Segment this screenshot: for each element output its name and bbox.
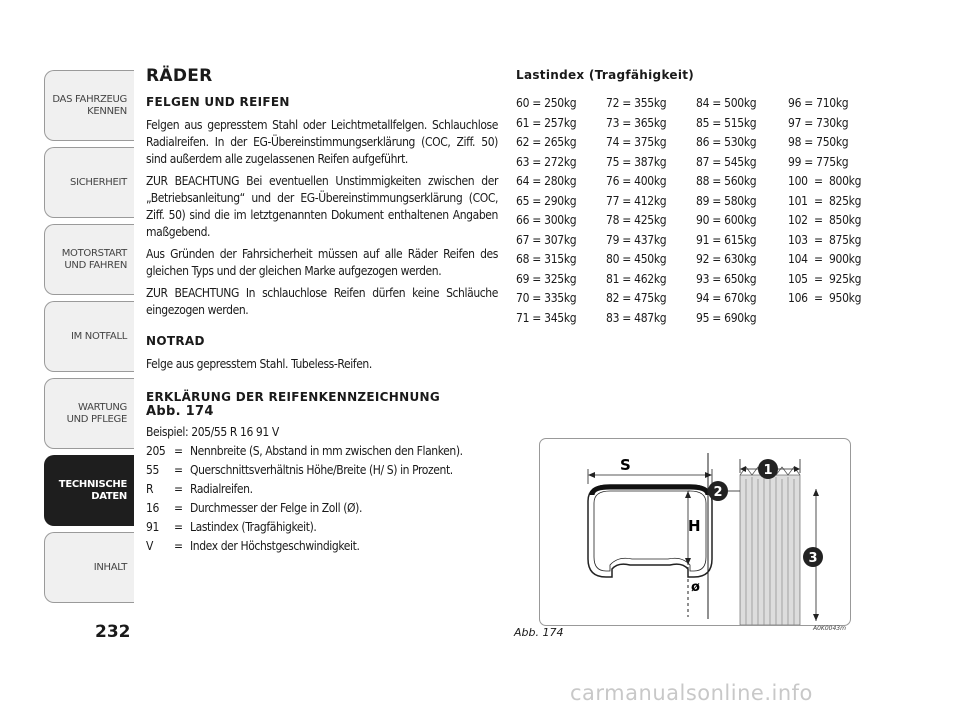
label-s: S <box>620 456 631 474</box>
section1-paragraphs <box>146 117 498 319</box>
load-index-entry: 99 = 775kg <box>788 154 849 169</box>
load-index-entry: 89 = 580kg <box>696 193 757 208</box>
definition-row <box>146 480 498 499</box>
callout-3: 3 <box>808 551 818 566</box>
load-index-entry: 104 = 900kg <box>788 252 862 266</box>
load-index-entry: 75 = 387kg <box>606 154 667 169</box>
load-index-entry: 61 = 257kg <box>516 115 577 130</box>
load-index-entry: 106 = 950kg <box>788 291 862 305</box>
equals-sign: = <box>174 444 183 458</box>
load-index-entry: 71 = 345kg <box>516 310 577 325</box>
watermark: carmanualsonline.info <box>570 681 813 705</box>
load-index-entry: 93 = 650kg <box>696 271 757 286</box>
paragraph: Aus Gründen der Fahrsicherheit müssen auf alle Räder Reifen des gleichen Typs und der gleichen Marke aufgezogen werden. <box>146 247 498 278</box>
load-index-entry: 97 = 730kg <box>788 115 849 130</box>
load-index-entry: 69 = 325kg <box>516 271 577 286</box>
equals-sign: = <box>174 482 183 496</box>
load-index-table <box>516 94 896 328</box>
definition-key: 205 <box>146 444 166 458</box>
load-index-entry: 79 = 437kg <box>606 232 667 247</box>
paragraph: ZUR BEACHTUNG Bei eventuellen Unstimmigkeiten zwischen der „Betriebsanleitung“ und der EG-Übereinstimmungserklärung (COC, Ziff. 50) sind die im letztgenannten Dokument enthaltenen Angaben maßgebend. <box>146 174 498 239</box>
load-index-column-3 <box>696 94 788 328</box>
load-index-entry: 90 = 600kg <box>696 213 757 227</box>
load-index-entry: 60 = 250kg <box>516 96 577 110</box>
load-index-entry: 82 = 475kg <box>606 291 667 305</box>
load-index-column-2 <box>606 94 696 328</box>
load-index-entry: 74 = 375kg <box>606 135 667 149</box>
tire-diagram <box>539 438 851 626</box>
section-heading-felgen: FELGEN UND REIFEN <box>146 95 290 109</box>
definition-row <box>146 442 498 461</box>
sidebar-tab-label: MOTORSTART UND FAHREN <box>61 247 127 271</box>
definition-desc: Lastindex (Tragfähigkeit). <box>190 520 317 534</box>
load-index-entry: 96 = 710kg <box>788 96 849 110</box>
load-index-entry: 65 = 290kg <box>516 193 577 208</box>
sidebar-tab-label: TECHNISCHE DATEN <box>58 478 127 502</box>
page-number: 232 <box>95 622 131 642</box>
sidebar-tab[interactable] <box>44 70 134 141</box>
load-index-entry: 72 = 355kg <box>606 96 667 110</box>
tire-diagram-svg <box>540 439 850 625</box>
load-index-column-1 <box>516 94 606 328</box>
main-column <box>146 68 498 556</box>
load-index-entry: 83 = 487kg <box>606 310 667 325</box>
definition-key: V <box>146 539 153 553</box>
load-index-entry: 63 = 272kg <box>516 154 577 169</box>
load-index-entry: 78 = 425kg <box>606 213 667 227</box>
load-index-entry: 105 = 925kg <box>788 271 862 286</box>
section-heading-notrad: NOTRAD <box>146 334 205 348</box>
sidebar-tab-label: IM NOTFALL <box>70 330 127 342</box>
equals-sign: = <box>174 501 183 515</box>
load-index-entry: 85 = 515kg <box>696 115 757 130</box>
heading-line1: ERKLÄRUNG DER REIFENKENNZEICHNUNG <box>146 390 441 404</box>
section-heading-erklaerung <box>146 390 498 419</box>
load-index-entry: 66 = 300kg <box>516 213 577 227</box>
definition-row <box>146 461 498 480</box>
load-index-entry: 86 = 530kg <box>696 135 757 149</box>
equals-sign: = <box>174 520 183 534</box>
load-index-entry: 94 = 670kg <box>696 291 757 305</box>
paragraph: Felgen aus gepresstem Stahl oder Leichtmetallfelgen. Schlauchlose Radialreifen. In der EG-Übereinstimmungserklärung (COC, Ziff. 50) sind außerdem alle zugelassenen Reifen aufgeführt. <box>146 118 498 166</box>
load-index-entry: 101 = 825kg <box>788 193 862 208</box>
sidebar-tab[interactable] <box>44 301 134 372</box>
page-title: RÄDER <box>146 66 213 86</box>
definition-desc: Index der Höchstgeschwindigkeit. <box>190 539 360 553</box>
load-index-entry: 77 = 412kg <box>606 193 667 208</box>
paragraph: ZUR BEACHTUNG In schlauchlose Reifen dürfen keine Schläuche eingezogen werden. <box>146 286 498 317</box>
definition-desc: Querschnittsverhältnis Höhe/Breite (H/ S) in Prozent. <box>190 463 453 477</box>
definition-row <box>146 499 498 518</box>
load-index-entry: 84 = 500kg <box>696 96 757 110</box>
load-index-entry: 64 = 280kg <box>516 174 577 188</box>
definition-key: 16 <box>146 501 159 515</box>
heading-line2: Abb. 174 <box>146 404 214 419</box>
load-index-entry: 68 = 315kg <box>516 252 577 266</box>
load-index-entry: 87 = 545kg <box>696 154 757 169</box>
sidebar-tab-label: INHALT <box>93 561 127 573</box>
load-index-entry: 91 = 615kg <box>696 232 757 247</box>
definition-key: 55 <box>146 463 159 477</box>
equals-sign: = <box>174 539 183 553</box>
load-index-entry: 102 = 850kg <box>788 213 862 227</box>
definition-key: 91 <box>146 520 159 534</box>
load-index-entry: 70 = 335kg <box>516 291 577 305</box>
sidebar-tab[interactable] <box>44 147 134 218</box>
label-h: H <box>688 517 701 535</box>
callout-1: 1 <box>763 463 773 478</box>
load-index-column-4 <box>788 94 888 328</box>
label-diameter: ø <box>691 580 700 595</box>
definition-row <box>146 518 498 537</box>
load-index-entry: 76 = 400kg <box>606 174 667 188</box>
example-text: Beispiel: 205/55 R 16 91 V <box>146 425 279 439</box>
definition-row <box>146 537 498 556</box>
equals-sign: = <box>174 463 183 477</box>
sidebar-tabs <box>44 70 134 609</box>
load-index-entry: 95 = 690kg <box>696 310 757 325</box>
definition-list <box>146 442 498 556</box>
sidebar-tab-label: DAS FAHRZEUG KENNEN <box>52 93 127 117</box>
definition-desc: Nennbreite (S, Abstand in mm zwischen den Flanken). <box>190 444 463 458</box>
load-index-column <box>516 68 896 328</box>
load-index-entry: 103 = 875kg <box>788 232 862 247</box>
definition-desc: Durchmesser der Felge in Zoll (Ø). <box>190 501 362 515</box>
load-index-entry: 67 = 307kg <box>516 232 577 247</box>
load-index-entry: 100 = 800kg <box>788 174 862 188</box>
sidebar-tab[interactable] <box>44 224 134 295</box>
figure-code: A0K0043m <box>813 625 846 632</box>
load-index-entry: 92 = 630kg <box>696 252 757 266</box>
definition-desc: Radialreifen. <box>190 482 253 496</box>
figure-caption: Abb. 174 <box>514 626 564 639</box>
definition-key: R <box>146 482 154 496</box>
load-index-entry: 81 = 462kg <box>606 271 667 286</box>
callout-2: 2 <box>713 485 723 500</box>
load-index-entry: 73 = 365kg <box>606 115 667 130</box>
sidebar-tab[interactable] <box>44 455 134 526</box>
load-index-entry: 80 = 450kg <box>606 252 667 266</box>
load-index-entry: 88 = 560kg <box>696 174 757 188</box>
load-index-entry: 62 = 265kg <box>516 135 577 149</box>
sidebar-tab-label: SICHERHEIT <box>70 176 127 188</box>
sidebar-tab[interactable] <box>44 378 134 449</box>
notrad-text: Felge aus gepresstem Stahl. Tubeless-Reifen. <box>146 357 372 371</box>
sidebar-tab-label: WARTUNG UND PFLEGE <box>66 401 127 425</box>
load-index-entry: 98 = 750kg <box>788 135 849 149</box>
load-index-heading: Lastindex (Tragfähigkeit) <box>516 68 695 82</box>
sidebar-tab[interactable] <box>44 532 134 603</box>
